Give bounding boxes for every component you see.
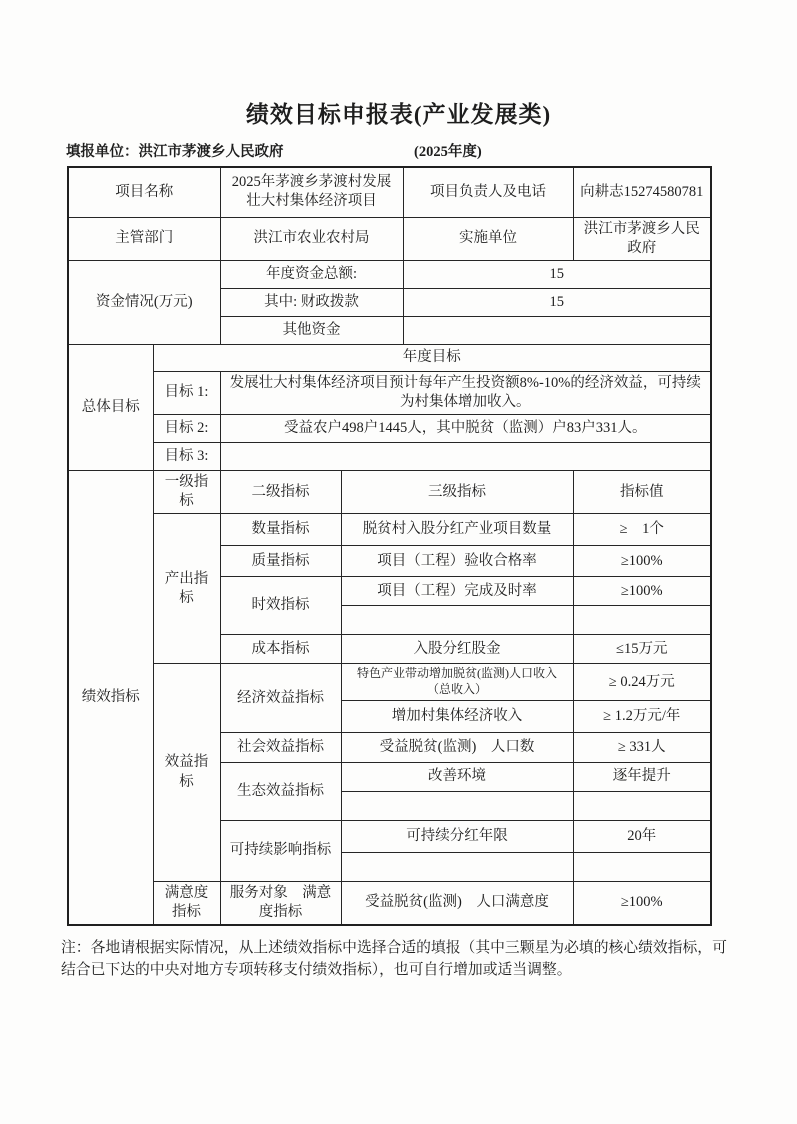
l3-indicator-cell xyxy=(341,791,573,820)
project-name-row xyxy=(68,167,711,217)
page-title: 绩效目标申报表(产业发展类) xyxy=(245,102,552,127)
header-l3-cell: 三级指标 xyxy=(341,471,573,514)
project-name-value-cell: 2025年茅渡乡茅渡村发展壮大村集体经济项目 xyxy=(220,167,403,217)
dept-row xyxy=(68,217,711,260)
goal1-text-cell: 发展壮大村集体经济项目预计每年产生投资额8%-10%的经济效益，可持续为村集体增加收入。 xyxy=(220,371,711,414)
indicators-label-cell: 绩效指标 xyxy=(68,471,153,926)
l3-indicator-cell: 改善环境 xyxy=(341,762,573,791)
funds-other-label-cell: 其他资金 xyxy=(220,316,403,344)
goal2-label-cell: 目标 2: xyxy=(153,415,220,443)
l3-indicator-cell: 项目（工程）验收合格率 xyxy=(341,546,573,577)
impl-value-cell: 洪江市茅渡乡人民政府 xyxy=(573,217,711,260)
indicator-value-cell: 20年 xyxy=(573,820,711,852)
l2-service-target-cell: 服务对象 满意度指标 xyxy=(220,881,341,925)
project-name-label-cell: 项目名称 xyxy=(68,167,220,217)
l3-indicator-cell: 增加村集体经济收入 xyxy=(341,700,573,732)
indicator-value-cell: ≥ 331人 xyxy=(573,732,711,762)
goal-row xyxy=(68,371,711,414)
indicator-value-cell: ≥100% xyxy=(573,577,711,606)
impl-label-cell: 实施单位 xyxy=(403,217,573,260)
indicator-value-cell: ≥100% xyxy=(573,546,711,577)
indicator-row xyxy=(68,664,711,701)
l2-ecological-cell: 生态效益指标 xyxy=(220,762,341,820)
l3-indicator-cell xyxy=(341,852,573,881)
funds-total-label-cell: 年度资金总额: xyxy=(220,260,403,288)
indicator-row xyxy=(68,881,711,925)
annual-goal-header-cell: 年度目标 xyxy=(153,344,711,371)
indicator-value-cell: ≤15万元 xyxy=(573,635,711,664)
indicator-header-row xyxy=(68,471,711,514)
l3-indicator-cell: 受益脱贫(监测) 人口满意度 xyxy=(341,881,573,925)
form-meta-row xyxy=(66,140,710,160)
header-l1-cell: 一级指标 xyxy=(153,471,220,514)
leader-value-cell: 向耕志15274580781 xyxy=(573,167,711,217)
funds-row xyxy=(68,260,711,288)
l2-sustainability-cell: 可持续影响指标 xyxy=(220,820,341,881)
indicator-row xyxy=(68,514,711,546)
funds-fiscal-label-cell: 其中: 财政拨款 xyxy=(220,288,403,316)
indicator-value-cell: ≥ 0.24万元 xyxy=(573,664,711,701)
goal-row xyxy=(68,443,711,471)
l2-economic-cell: 经济效益指标 xyxy=(220,664,341,733)
l1-output-cell: 产出指标 xyxy=(153,514,220,664)
l3-indicator-cell: 可持续分红年限 xyxy=(341,820,573,852)
header-l2-cell: 二级指标 xyxy=(220,471,341,514)
funds-label-cell: 资金情况(万元) xyxy=(68,260,220,344)
l2-timeliness-cell: 时效指标 xyxy=(220,577,341,635)
dept-label-cell: 主管部门 xyxy=(68,217,220,260)
main-table xyxy=(67,166,712,926)
goal1-label-cell: 目标 1: xyxy=(153,371,220,414)
funds-total-value-cell: 15 xyxy=(403,260,711,288)
indicator-value-cell xyxy=(573,852,711,881)
header-value-cell: 指标值 xyxy=(573,471,711,514)
funds-other-value-cell xyxy=(403,316,711,344)
funds-fiscal-value-cell: 15 xyxy=(403,288,711,316)
indicator-value-cell: ≥ 1.2万元/年 xyxy=(573,700,711,732)
l3-indicator-cell: 脱贫村入股分红产业项目数量 xyxy=(341,514,573,546)
l3-indicator-cell: 入股分红股金 xyxy=(341,635,573,664)
l1-benefit-cell: 效益指标 xyxy=(153,664,220,882)
l1-satisfaction-cell: 满意度指标 xyxy=(153,881,220,925)
l3-indicator-cell: 受益脱贫(监测) 人口数 xyxy=(341,732,573,762)
indicator-value-cell xyxy=(573,606,711,635)
filler-unit-label: 填报单位：洪江市茅渡乡人民政府 xyxy=(66,144,284,160)
overall-goal-label-cell: 总体目标 xyxy=(68,344,153,470)
l2-quality-cell: 质量指标 xyxy=(220,546,341,577)
leader-label-cell: 项目负责人及电话 xyxy=(403,167,573,217)
l3-indicator-cell: 特色产业带动增加脱贫(监测)人口收入 （总收入） xyxy=(341,664,573,701)
indicator-value-cell: ≥100% xyxy=(573,881,711,925)
goal3-label-cell: 目标 3: xyxy=(153,443,220,471)
goal2-text-cell: 受益农户498户1445人，其中脱贫（监测）户83户331人。 xyxy=(220,415,711,443)
indicator-value-cell xyxy=(573,791,711,820)
l2-cost-cell: 成本指标 xyxy=(220,635,341,664)
year-label: (2025年度) xyxy=(414,144,482,160)
footnote: 注：各地请根据实际情况，从上述绩效指标中选择合适的填报（其中三颗星为必填的核心绩效指标，可结合已下达的中央对地方专项转移支付绩效指标），也可自行增加或适当调整。 xyxy=(61,940,727,979)
l3-indicator-cell xyxy=(341,606,573,635)
l2-quantity-cell: 数量指标 xyxy=(220,514,341,546)
l2-social-cell: 社会效益指标 xyxy=(220,732,341,762)
goal3-text-cell xyxy=(220,443,711,471)
l3-indicator-cell: 项目（工程）完成及时率 xyxy=(341,577,573,606)
indicator-value-cell: ≥ 1个 xyxy=(573,514,711,546)
indicator-value-cell: 逐年提升 xyxy=(573,762,711,791)
annual-goal-header-row xyxy=(68,344,711,371)
dept-value-cell: 洪江市农业农村局 xyxy=(220,217,403,260)
goal-row xyxy=(68,415,711,443)
